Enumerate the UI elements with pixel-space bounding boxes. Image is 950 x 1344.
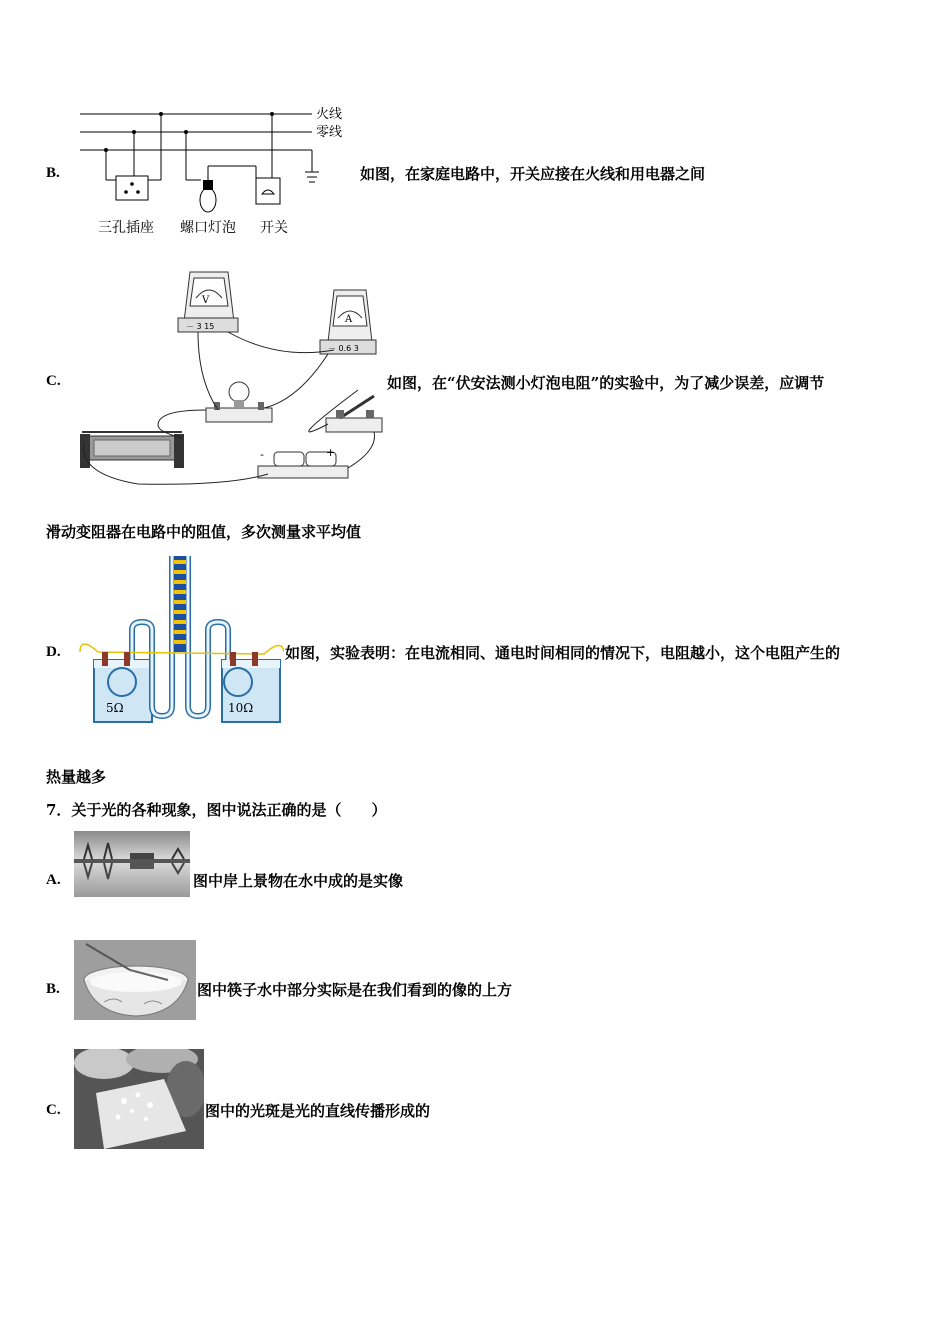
q7-option-a-text: 图中岸上景物在水中成的是实像	[193, 872, 404, 890]
question-7-stem: 7．关于光的各种现象，图中说法正确的是（ ）	[46, 801, 387, 819]
option-b-label: B.	[46, 165, 60, 181]
bulb-label: 螺口灯泡	[180, 220, 236, 236]
joule-heating-figure	[78, 556, 284, 726]
rheostat-icon	[80, 432, 184, 468]
q7-option-a-label: A.	[46, 872, 61, 888]
option-b-text: 如图，在家庭电路中，开关应接在火线和用电器之间	[360, 165, 706, 183]
knife-switch-icon	[326, 396, 382, 432]
household-circuit-figure	[76, 100, 356, 240]
option-d-text-cont: 热量越多	[46, 768, 107, 786]
ammeter-icon	[320, 290, 376, 354]
bulb-icon	[200, 188, 216, 212]
svg-text:-: -	[260, 448, 264, 461]
option-c-text-cont: 滑动变阻器在电路中的阻值，多次测量求平均值	[46, 523, 362, 541]
socket-label: 三孔插座	[98, 220, 154, 236]
chopsticks-in-bowl-photo	[74, 940, 196, 1020]
bulb-board-icon	[206, 382, 272, 422]
svg-text:－ 0.6 3: － 0.6 3	[328, 344, 359, 353]
switch-icon	[256, 178, 280, 204]
option-c-text: 如图，在“伏安法测小灯泡电阻”的实验中，为了减少误差，应调节	[387, 374, 825, 392]
svg-text:－ 3 15: － 3 15	[186, 322, 215, 331]
q7-option-c-text: 图中的光斑是光的直线传播形成的	[205, 1102, 431, 1120]
light-spots-photo	[74, 1049, 204, 1149]
battery-icon	[258, 446, 348, 478]
neutral-label: 零线	[316, 125, 343, 140]
voltammetry-circuit-figure	[78, 260, 384, 486]
q7-option-b-label: B.	[46, 981, 60, 997]
svg-text:+: +	[326, 446, 336, 459]
q7-option-b-text: 图中筷子水中部分实际是在我们看到的像的上方	[197, 981, 513, 999]
option-d-label: D.	[46, 644, 61, 660]
water-reflection-photo	[74, 831, 190, 897]
r1-label: 5Ω	[106, 701, 124, 715]
switch-label: 开关	[260, 220, 288, 236]
socket-icon	[116, 176, 148, 200]
live-label: 火线	[316, 107, 343, 122]
voltmeter-icon	[178, 272, 238, 332]
option-d-text: 如图，实验表明：在电流相同、通电时间相同的情况下，电阻越小，这个电阻产生的	[285, 644, 841, 662]
option-c-label: C.	[46, 373, 61, 389]
q7-option-c-label: C.	[46, 1102, 61, 1118]
svg-text:V: V	[202, 295, 210, 306]
r2-label: 10Ω	[228, 701, 254, 715]
svg-text:A: A	[345, 314, 353, 325]
